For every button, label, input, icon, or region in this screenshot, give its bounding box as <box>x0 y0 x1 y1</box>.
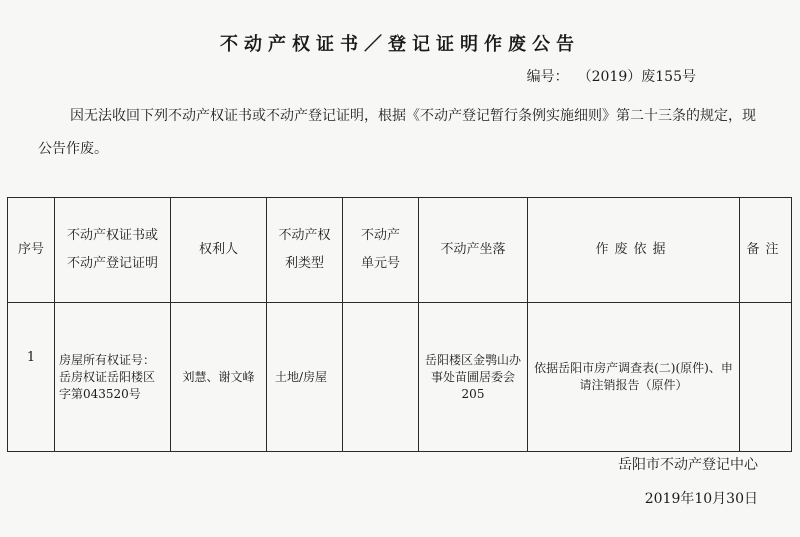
document-number <box>527 66 696 86</box>
table-header-row <box>8 198 792 303</box>
header-basis: 作废依据 <box>528 198 740 303</box>
cell-unit-no <box>343 303 419 452</box>
cell-location: 岳阳楼区金鹗山办事处苗圃居委会205 <box>419 303 528 452</box>
voided-certificates-table <box>7 197 792 452</box>
header-owner: 权利人 <box>171 198 267 303</box>
cell-owner: 刘慧、谢文峰 <box>171 303 267 452</box>
header-cert: 不动产权证书或不动产登记证明 <box>55 198 171 303</box>
cell-cert: 房屋所有权证号：岳房权证岳阳楼区字第043520号 <box>55 303 171 452</box>
document-number-value: （2019）废155号 <box>584 69 696 85</box>
header-seq: 序号 <box>8 198 55 303</box>
header-unit-no: 不动产单元号 <box>343 198 419 303</box>
issuing-organization: 岳阳市不动产登记中心 <box>618 457 758 473</box>
document-number-label: 编号： <box>526 69 569 85</box>
notice-body: 因无法收回下列不动产权证书或不动产登记证明，根据《不动产登记暂行条例实施细则》第二十三条的规定，现公告作废。 <box>38 108 756 157</box>
issue-date: 2019年10月30日 <box>644 491 758 507</box>
cell-seq: 1 <box>8 303 55 452</box>
cell-right-type: 土地/房屋 <box>267 303 343 452</box>
cell-basis: 依据岳阳市房产调查表(二)(原件)、申请注销报告（原件） <box>528 303 740 452</box>
cell-remark <box>740 303 792 452</box>
header-remark: 备注 <box>740 198 792 303</box>
header-right-type: 不动产权利类型 <box>267 198 343 303</box>
notice-title: 不动产权证书／登记证明作废公告 <box>220 34 580 55</box>
header-location: 不动产坐落 <box>419 198 528 303</box>
table-row <box>8 303 792 452</box>
